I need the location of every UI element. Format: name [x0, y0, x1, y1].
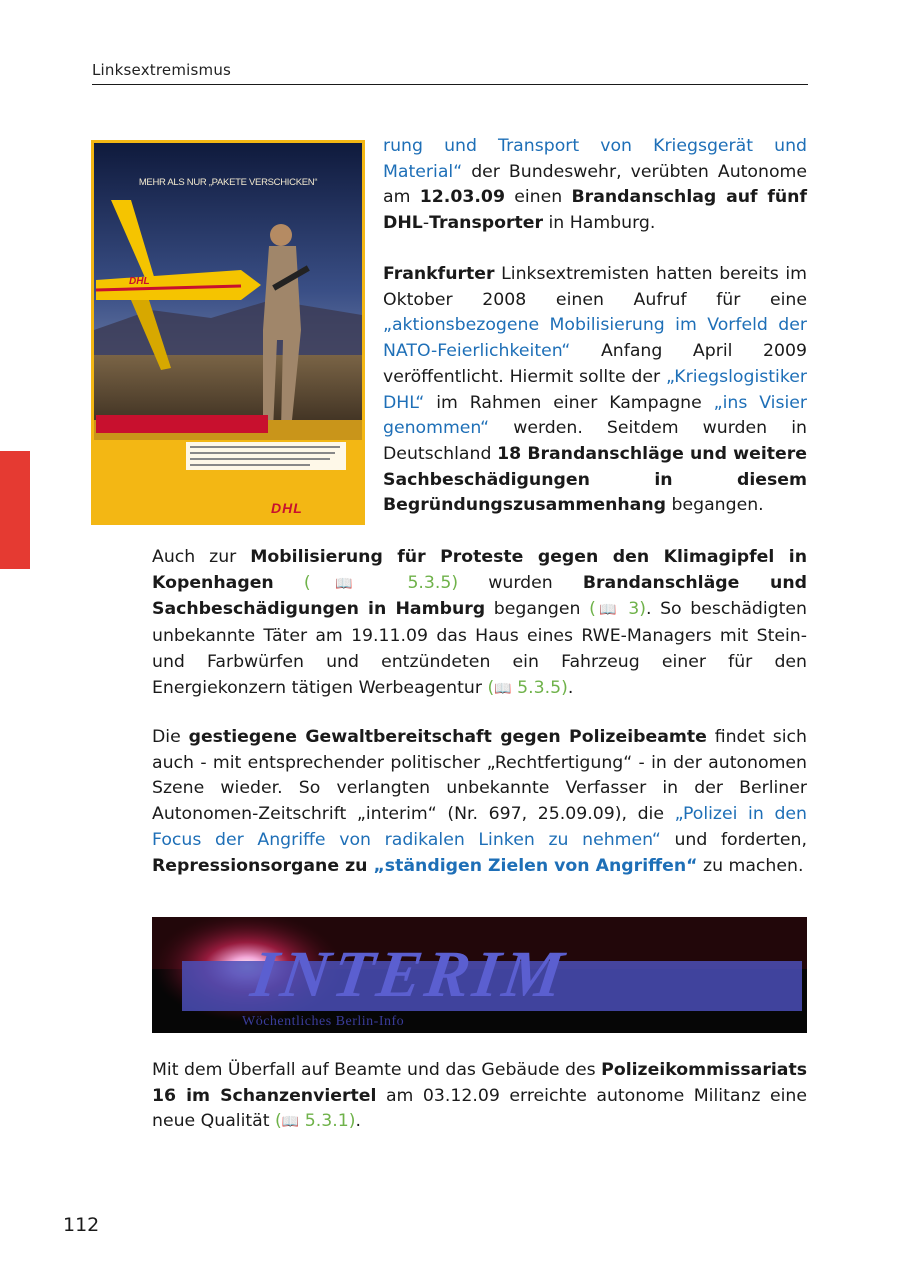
page-number: 112 — [63, 1214, 100, 1236]
paragraph-police-violence: Die gestiegene Gewaltbereitschaft gegen Polizeibeamte findet sich auch - mit entsprechender politischer „Rechtfertigung“ - in der autonomen Szene wieder. So verlangten unbekannte Verfasser in der Berliner Autonomen-Zeitschrift „interim“ (Nr. 697, 25.09.09), die „Polizei in den Focus der Angriffe von radikalen Linken zu nehmen“ und forderten, Repressionsorgane zu „ständigen Zielen von Angriffen“ zu machen. — [152, 727, 807, 876]
quote-link: „Kriegslogistiker DHL“ — [383, 366, 807, 413]
book-icon: 📖 — [310, 575, 378, 592]
cross-reference-link[interactable]: (📖 5.3.5) — [487, 677, 568, 698]
dhl-poster-image — [91, 140, 365, 525]
quote-link: rung und Transport von Kriegsgerät und Material“ — [383, 136, 807, 182]
paragraph-frankfurt: Frankfurter Linksextremisten hatten bereits im Oktober 2008 einen Aufruf für eine „aktionsbezogene Mobilisierung im Vorfeld der NATO-Feierlichkeiten“ Anfang April 2009 veröffentlicht. Hiermit sollte der „Kriegslogistiker DHL“ im Rahmen einer Kampagne „ins Visier genommen“ werden. Seitdem wurden in Deutschland 18 Brandanschläge und weitere Sachbeschädigungen in diesem Begründungszusammenhang begangen. — [383, 264, 807, 516]
quote-link: „ständigen Zielen von Angriffen“ — [373, 855, 698, 876]
quote-link: „aktionsbezogene Mobilisierung im Vorfeld der NATO-Feierlichkeiten“ — [383, 315, 807, 362]
cross-reference-link[interactable]: (📖 5.3.1) — [275, 1111, 356, 1132]
header-rule — [92, 84, 808, 85]
interim-subtitle: Wöchentliches Berlin-Info — [242, 1014, 405, 1029]
interim-logo-image — [152, 917, 807, 1033]
chapter-side-tab — [0, 451, 30, 569]
running-header: Linksextremismus — [92, 61, 232, 79]
quote-link: „Polizei in den Focus der Angriffe von radikalen Linken zu nehmen“ — [152, 804, 807, 850]
paragraph-police-station-attack: Mit dem Überfall auf Beamte und das Gebäude des Polizeikommissariats 16 im Schanzenviertel am 03.12.09 erreichte autonome Militanz eine neue Qualität (📖 5.3.1). — [152, 1060, 808, 1132]
poster-artwork — [91, 140, 365, 525]
cross-reference-link[interactable]: (📖 5.3.5) — [303, 572, 459, 593]
book-icon: 📖 — [595, 602, 620, 619]
paragraph-dhl-arson: rung und Transport von Kriegsgerät und Material“ der Bundeswehr, verübten Autonome am 12.03.09 einen Brandanschlag auf fünf DHL-Transporter in Hamburg. — [383, 136, 807, 234]
book-icon: 📖 — [494, 680, 512, 697]
interim-title: INTERIM — [246, 938, 572, 1011]
book-icon: 📖 — [281, 1114, 300, 1131]
paragraph-climate-summit: Auch zur Mobilisierung für Proteste gegen den Klimagipfel in Kopenhagen (📖 5.3.5) wurden Brandanschläge und Sachbeschädigungen in Hamburg begangen (📖 3). So beschädigten unbekannte Täter am 19.11.09 das Haus eines RWE-Managers mit Stein- und Farbwürfen und entzündeten ein Fahrzeug einer für den Energiekonzern tätigen Werbeagentur (📖 5.3.5). — [152, 547, 808, 698]
poster-caption: MEHR ALS NUR „PAKETE VERSCHICKEN“ — [138, 177, 318, 188]
quote-link: „ins Visier genommen“ — [383, 392, 807, 439]
cross-reference-link[interactable]: (📖 3) — [589, 599, 646, 620]
poster-dhl-logo: DHL — [271, 500, 303, 516]
poster-plane-logo: DHL — [129, 276, 150, 287]
